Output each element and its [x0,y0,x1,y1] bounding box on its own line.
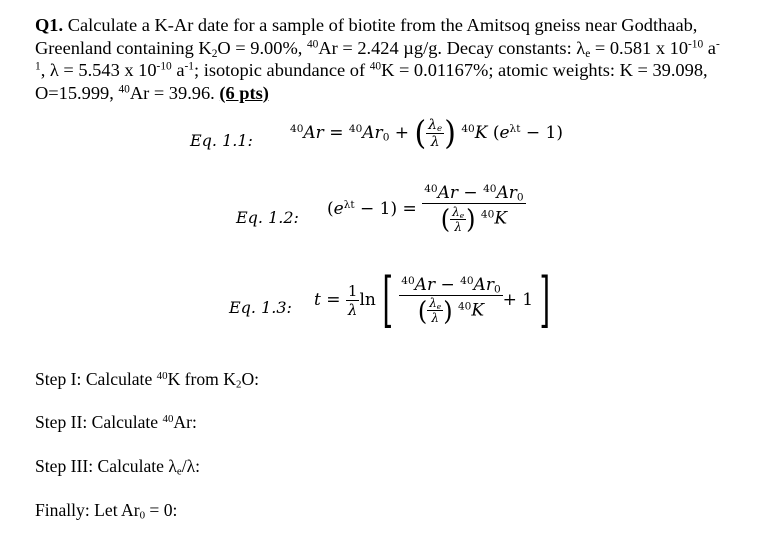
eq-1-2-label: Eq. 1.2: [236,208,299,227]
step-2: Step II: Calculate $^{40}$Ar: [35,412,197,432]
eq-1-3-label: Eq. 1.3: [229,298,292,317]
equation-1-1: $^{40}Ar = ^{40}Ar_0$ + ( $\frac{\lambda_e}{\lambda}$ ) $^{40}$K $(e^{\lambda t} - 1)$ [290,113,563,153]
eq-1-1-label: Eq. 1.1: [190,131,253,150]
question-line-2: Greenland containing $K_2O = 9.00\%$, $^{40}$Ar = 2.424 µg/g. Decay constants: $\lambda_e = 0.581$ x $10^{-10}$ a- [35,37,720,60]
question-line-4: O=15.999, $^{40}$Ar = 39.96. (6 pts) [35,82,269,103]
points-label: (6 pts) [219,82,269,103]
question-line-1: Q1. Calculate a K-Ar date for a sample of biotite from the Amitsoq gneiss near Godthaab, [35,15,698,35]
equation-1-2: $(e^{\lambda t} - 1)$ = $^{40}Ar - ^{40}Ar_0$ ( $\frac{\lambda_e}{\lambda}$ ) $^{40}$K [327,183,524,235]
question-number: Q1. [35,15,64,35]
step-3: Step III: Calculate $\lambda_e/\lambda$: [35,456,201,478]
final-step: Finally: Let $Ar_0 = 0$: [35,500,178,522]
step-1: Step I: Calculate $^{40}$K from $K_2O$: [35,369,260,391]
question-text [35,14,750,104]
question-line-3: $^1$, λ = 5.543 x $10^{-10}$ $a^{-1}$; isotopic abundance of $^{40}$K = 0.01167%; atomic weights: K = 39.098, [35,60,708,80]
equation-1-3: t = $\frac{1}{\lambda}$ ln [ $^{40}Ar - ^{40}Ar_0$ ( $\frac{\lambda_e}{\lambda}$ ) $^{40}$K + 1 ] [314,265,551,335]
